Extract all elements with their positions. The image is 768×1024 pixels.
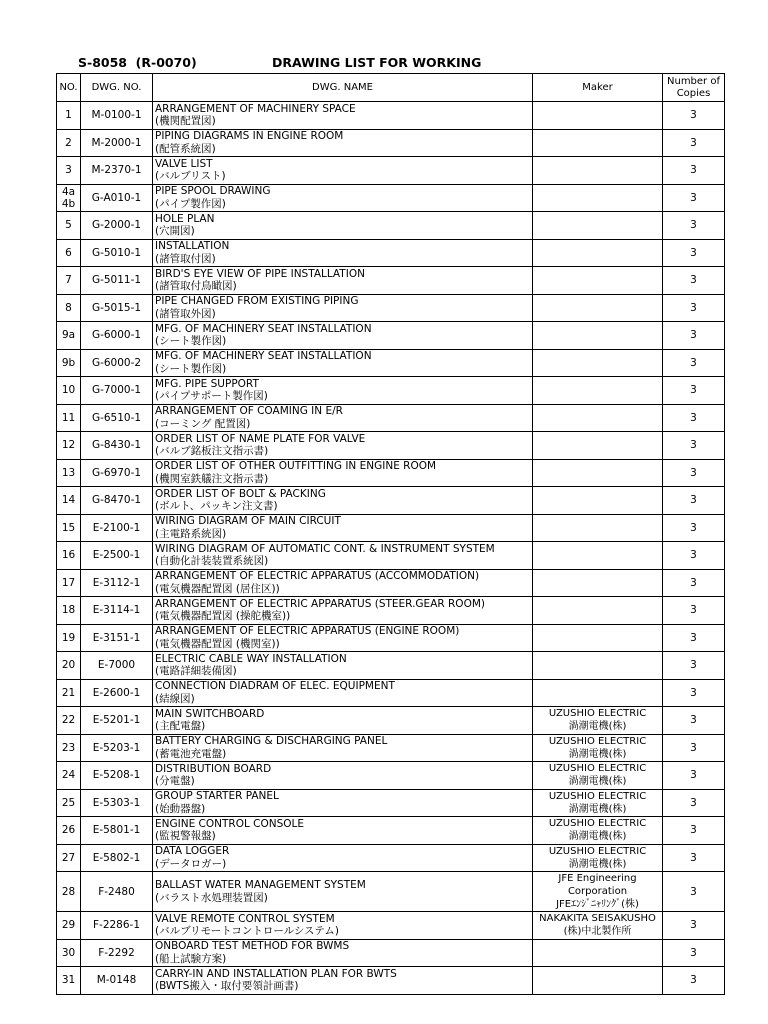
row-dwg-number: M-2370-1 [81, 157, 153, 185]
row-dwg-name-jp: (主電路系統図) [155, 527, 227, 540]
row-dwg-number: G-A010-1 [81, 184, 153, 212]
table-row [57, 349, 725, 377]
row-dwg-number: G-5015-1 [81, 294, 153, 322]
table-row [57, 939, 725, 967]
row-dwg-name-jp: (監視警報盤) [155, 830, 216, 843]
row-maker: UZUSHIO ELECTRIC 渦潮電機(株) [533, 762, 663, 790]
row-number: 19 [57, 624, 81, 652]
row-dwg-name-jp: (データロガー) [155, 857, 227, 870]
row-number: 6 [57, 239, 81, 267]
doc-heading: DRAWING LIST FOR WORKING [272, 55, 482, 70]
row-number: 18 [57, 597, 81, 625]
row-maker [533, 432, 663, 460]
row-number: 27 [57, 844, 81, 872]
row-copies: 3 [663, 542, 725, 570]
table-row [57, 542, 725, 570]
table-row [57, 514, 725, 542]
row-number: 1 [57, 102, 81, 130]
row-maker [533, 459, 663, 487]
row-copies: 3 [663, 157, 725, 185]
row-dwg-name-jp: (バラスト水処理装置図) [155, 891, 268, 904]
row-dwg-name-en: VALVE LIST [155, 157, 213, 170]
row-dwg-name-jp: (自動化計装装置系統図) [155, 555, 269, 568]
row-maker [533, 624, 663, 652]
row-number: 8 [57, 294, 81, 322]
row-number: 13 [57, 459, 81, 487]
table-row [57, 569, 725, 597]
row-dwg-number: E-3114-1 [81, 597, 153, 625]
row-maker [533, 239, 663, 267]
row-dwg-name-jp: (配管系統図) [155, 142, 216, 155]
row-maker [533, 157, 663, 185]
row-dwg-name-jp: (主配電盤) [155, 720, 206, 733]
row-copies: 3 [663, 789, 725, 817]
row-copies: 3 [663, 239, 725, 267]
table-row [57, 239, 725, 267]
row-maker: NAKAKITA SEISAKUSHO (株)中北製作所 [533, 912, 663, 940]
row-maker [533, 404, 663, 432]
row-dwg-name-jp: (電気機器配置図 (居住区)) [155, 582, 280, 595]
row-dwg-name [153, 129, 533, 157]
table-row [57, 597, 725, 625]
table-row [57, 652, 725, 680]
table-row [57, 157, 725, 185]
col-header-dwg-name: DWG. NAME [153, 74, 533, 102]
col-header-dwg-no: DWG. NO. [81, 74, 153, 102]
row-maker [533, 514, 663, 542]
row-maker: UZUSHIO ELECTRIC 渦潮電機(株) [533, 817, 663, 845]
row-dwg-number: F-2480 [81, 872, 153, 912]
row-dwg-name-en: MFG. OF MACHINERY SEAT INSTALLATION [155, 350, 372, 363]
row-number: 9a [57, 322, 81, 350]
row-number: 28 [57, 872, 81, 912]
row-dwg-number: G-5010-1 [81, 239, 153, 267]
row-dwg-number: F-2292 [81, 939, 153, 967]
table-row [57, 459, 725, 487]
row-copies: 3 [663, 707, 725, 735]
row-copies: 3 [663, 597, 725, 625]
row-dwg-name-jp: (パイプ製作図) [155, 197, 226, 210]
row-copies: 3 [663, 762, 725, 790]
row-dwg-name [153, 487, 533, 515]
table-header-row [57, 74, 725, 102]
row-dwg-name [153, 377, 533, 405]
table-row [57, 707, 725, 735]
row-number: 7 [57, 267, 81, 295]
row-dwg-name-en: VALVE REMOTE CONTROL SYSTEM [155, 912, 335, 925]
table-row [57, 129, 725, 157]
row-dwg-name-en: WIRING DIAGRAM OF MAIN CIRCUIT [155, 515, 341, 528]
row-maker: UZUSHIO ELECTRIC 渦潮電機(株) [533, 789, 663, 817]
row-dwg-name-jp: (コーミング 配置図) [155, 417, 251, 430]
row-dwg-name-en: INSTALLATION [155, 240, 230, 253]
row-dwg-number: E-2500-1 [81, 542, 153, 570]
row-dwg-name-jp: (始動器盤) [155, 802, 206, 815]
row-number: 26 [57, 817, 81, 845]
row-dwg-name-en: ORDER LIST OF NAME PLATE FOR VALVE [155, 432, 366, 445]
col-header-no: NO. [57, 74, 81, 102]
document-title [0, 55, 768, 73]
row-dwg-name [153, 239, 533, 267]
table-row [57, 322, 725, 350]
row-number: 29 [57, 912, 81, 940]
row-dwg-name [153, 624, 533, 652]
table-row [57, 404, 725, 432]
row-number: 24 [57, 762, 81, 790]
row-dwg-name [153, 404, 533, 432]
row-dwg-name-en: MAIN SWITCHBOARD [155, 707, 265, 720]
table-row [57, 967, 725, 995]
row-number: 22 [57, 707, 81, 735]
row-number: 17 [57, 569, 81, 597]
row-dwg-number: G-8430-1 [81, 432, 153, 460]
row-dwg-name [153, 349, 533, 377]
row-dwg-number: G-5011-1 [81, 267, 153, 295]
row-maker [533, 487, 663, 515]
row-dwg-name-jp: (バルブ銘板注文指示書) [155, 445, 269, 458]
row-dwg-name-jp: (機関配置図) [155, 115, 216, 128]
row-dwg-number: E-5208-1 [81, 762, 153, 790]
row-copies: 3 [663, 129, 725, 157]
row-dwg-name-jp: (諸管取付図) [155, 252, 216, 265]
row-number: 4a 4b [57, 184, 81, 212]
row-dwg-name [153, 872, 533, 912]
row-dwg-number: G-6970-1 [81, 459, 153, 487]
drawing-list-table [56, 73, 725, 995]
row-copies: 3 [663, 102, 725, 130]
row-dwg-number: G-6000-2 [81, 349, 153, 377]
row-dwg-name-jp: (BWTS搬入・取付要領計画書) [155, 980, 299, 993]
row-dwg-name [153, 267, 533, 295]
row-dwg-number: E-5802-1 [81, 844, 153, 872]
row-number: 11 [57, 404, 81, 432]
row-dwg-name [153, 542, 533, 570]
row-dwg-name-en: BATTERY CHARGING & DISCHARGING PANEL [155, 735, 388, 748]
row-maker [533, 349, 663, 377]
row-dwg-name-jp: (シート製作図) [155, 335, 227, 348]
row-maker [533, 377, 663, 405]
row-dwg-name-en: ORDER LIST OF OTHER OUTFITTING IN ENGINE ROOM [155, 460, 437, 473]
table-row [57, 432, 725, 460]
row-dwg-name-en: BALLAST WATER MANAGEMENT SYSTEM [155, 879, 366, 891]
row-dwg-name [153, 844, 533, 872]
row-dwg-number: G-6510-1 [81, 404, 153, 432]
row-number: 23 [57, 734, 81, 762]
row-maker: JFE Engineering Corporation JFEｴﾝｼﾞﾆｬﾘﾝｸﾞ(株) [533, 872, 663, 912]
row-copies: 3 [663, 652, 725, 680]
row-copies: 3 [663, 459, 725, 487]
row-number: 25 [57, 789, 81, 817]
table-row [57, 294, 725, 322]
row-maker [533, 542, 663, 570]
row-dwg-name-jp: (ボルト、パッキン注文書) [155, 500, 278, 513]
row-copies: 3 [663, 912, 725, 940]
row-dwg-number: G-7000-1 [81, 377, 153, 405]
row-dwg-name-en: MFG. OF MACHINERY SEAT INSTALLATION [155, 322, 372, 335]
row-dwg-name-jp: (分電盤) [155, 775, 195, 788]
row-dwg-name-en: HOLE PLAN [155, 212, 215, 225]
row-number: 14 [57, 487, 81, 515]
table-row [57, 817, 725, 845]
table-row [57, 102, 725, 130]
row-copies: 3 [663, 844, 725, 872]
row-dwg-name-jp: (パイプサポート製作図) [155, 390, 268, 403]
row-number: 20 [57, 652, 81, 680]
row-copies: 3 [663, 734, 725, 762]
row-dwg-name [153, 789, 533, 817]
row-copies: 3 [663, 432, 725, 460]
row-dwg-name-en: ONBOARD TEST METHOD FOR BWMS [155, 940, 350, 953]
row-dwg-number: E-7000 [81, 652, 153, 680]
row-dwg-number: G-2000-1 [81, 212, 153, 240]
row-dwg-name-en: ARRANGEMENT OF ELECTRIC APPARATUS (STEER.GEAR ROOM) [155, 597, 485, 610]
row-copies: 3 [663, 487, 725, 515]
row-dwg-name-en: ARRANGEMENT OF MACHINERY SPACE [155, 102, 356, 115]
row-maker: UZUSHIO ELECTRIC 渦潮電機(株) [533, 707, 663, 735]
row-dwg-name-en: PIPE SPOOL DRAWING [155, 185, 271, 198]
row-number: 30 [57, 939, 81, 967]
row-dwg-number: E-5801-1 [81, 817, 153, 845]
row-maker [533, 184, 663, 212]
row-dwg-name [153, 459, 533, 487]
row-dwg-name-jp: (結線図) [155, 692, 195, 705]
row-dwg-name-en: PIPING DIAGRAMS IN ENGINE ROOM [155, 130, 344, 143]
row-maker: UZUSHIO ELECTRIC 渦潮電機(株) [533, 844, 663, 872]
row-number: 9b [57, 349, 81, 377]
row-copies: 3 [663, 569, 725, 597]
row-number: 5 [57, 212, 81, 240]
row-dwg-name [153, 184, 533, 212]
row-dwg-name [153, 157, 533, 185]
row-dwg-name-jp: (電気機器配置図 (操舵機室)) [155, 610, 291, 623]
row-copies: 3 [663, 322, 725, 350]
row-dwg-name-jp: (機関室鉄艤注文指示書) [155, 472, 269, 485]
row-dwg-number: E-5303-1 [81, 789, 153, 817]
row-dwg-number: E-3151-1 [81, 624, 153, 652]
row-maker: UZUSHIO ELECTRIC 渦潮電機(株) [533, 734, 663, 762]
row-copies: 3 [663, 349, 725, 377]
row-maker [533, 129, 663, 157]
row-dwg-name-en: ENGINE CONTROL CONSOLE [155, 817, 305, 830]
table-row [57, 212, 725, 240]
row-maker [533, 322, 663, 350]
row-dwg-name-en: CONNECTION DIADRAM OF ELEC. EQUIPMENT [155, 680, 395, 693]
table-row [57, 912, 725, 940]
row-dwg-number: E-5203-1 [81, 734, 153, 762]
row-copies: 3 [663, 514, 725, 542]
row-copies: 3 [663, 294, 725, 322]
row-dwg-name [153, 212, 533, 240]
row-maker [533, 679, 663, 707]
row-dwg-name [153, 762, 533, 790]
row-number: 12 [57, 432, 81, 460]
row-dwg-name [153, 679, 533, 707]
row-dwg-name-jp: (船上試験方案) [155, 952, 227, 965]
row-copies: 3 [663, 404, 725, 432]
row-dwg-name-jp: (諸管取付鳥瞰図) [155, 280, 237, 293]
doc-number: S-8058 (R-0070) [78, 55, 197, 70]
row-copies: 3 [663, 967, 725, 995]
row-number: 16 [57, 542, 81, 570]
table-row [57, 487, 725, 515]
row-copies: 3 [663, 872, 725, 912]
row-number: 2 [57, 129, 81, 157]
row-copies: 3 [663, 939, 725, 967]
row-number: 3 [57, 157, 81, 185]
row-dwg-name-en: BIRD'S EYE VIEW OF PIPE INSTALLATION [155, 267, 365, 280]
col-header-maker: Maker [533, 74, 663, 102]
row-dwg-name-en: ARRANGEMENT OF ELECTRIC APPARATUS (ACCOMMODATION) [155, 570, 480, 583]
row-dwg-name [153, 707, 533, 735]
row-dwg-name-en: PIPE CHANGED FROM EXISTING PIPING [155, 295, 359, 308]
col-header-copies-line1: Number of [667, 75, 720, 87]
row-dwg-number: G-6000-1 [81, 322, 153, 350]
table-row [57, 762, 725, 790]
table-row [57, 267, 725, 295]
row-dwg-name-en: WIRING DIAGRAM OF AUTOMATIC CONT. & INSTRUMENT SYSTEM [155, 542, 495, 555]
row-dwg-number: F-2286-1 [81, 912, 153, 940]
row-dwg-name [153, 734, 533, 762]
row-dwg-name [153, 569, 533, 597]
row-dwg-name-en: DATA LOGGER [155, 845, 230, 858]
table-row [57, 184, 725, 212]
table-row [57, 679, 725, 707]
row-maker [533, 967, 663, 995]
row-dwg-name [153, 432, 533, 460]
row-dwg-name-jp: (シート製作図) [155, 362, 227, 375]
row-maker [533, 597, 663, 625]
row-copies: 3 [663, 184, 725, 212]
row-dwg-name [153, 939, 533, 967]
row-maker [533, 267, 663, 295]
row-number: 15 [57, 514, 81, 542]
col-header-copies-line2: Copies [676, 87, 711, 99]
row-number: 31 [57, 967, 81, 995]
row-dwg-name-en: CARRY-IN AND INSTALLATION PLAN FOR BWTS [155, 967, 397, 980]
row-dwg-name [153, 817, 533, 845]
row-dwg-name-jp: (蓄電池充電盤) [155, 747, 227, 760]
table-row [57, 872, 725, 912]
row-dwg-number: E-2100-1 [81, 514, 153, 542]
table-row [57, 789, 725, 817]
row-dwg-name-jp: (電気機器配置図 (機関室)) [155, 637, 280, 650]
row-dwg-name-en: ELECTRIC CABLE WAY INSTALLATION [155, 652, 347, 665]
row-dwg-name [153, 514, 533, 542]
row-dwg-name [153, 294, 533, 322]
row-copies: 3 [663, 377, 725, 405]
table-row [57, 624, 725, 652]
row-dwg-name-jp: (バルブリモートコントロールシステム) [155, 925, 339, 938]
row-dwg-number: E-3112-1 [81, 569, 153, 597]
row-dwg-name [153, 967, 533, 995]
row-dwg-name-en: DISTRIBUTION BOARD [155, 762, 272, 775]
row-dwg-name [153, 597, 533, 625]
row-maker [533, 569, 663, 597]
row-dwg-name-jp: (諸管取外図) [155, 307, 216, 320]
row-copies: 3 [663, 624, 725, 652]
row-dwg-name [153, 102, 533, 130]
row-dwg-name [153, 912, 533, 940]
row-dwg-name-en: ORDER LIST OF BOLT & PACKING [155, 487, 326, 500]
row-dwg-name-jp: (電路詳細装備図) [155, 665, 237, 678]
row-dwg-number: M-0100-1 [81, 102, 153, 130]
row-dwg-number: E-5201-1 [81, 707, 153, 735]
table-row [57, 734, 725, 762]
row-copies: 3 [663, 817, 725, 845]
table-row [57, 844, 725, 872]
row-dwg-name [153, 652, 533, 680]
row-maker [533, 102, 663, 130]
row-copies: 3 [663, 212, 725, 240]
row-dwg-number: E-2600-1 [81, 679, 153, 707]
row-copies: 3 [663, 267, 725, 295]
row-copies: 3 [663, 679, 725, 707]
row-maker [533, 939, 663, 967]
row-maker [533, 294, 663, 322]
row-dwg-name-en: GROUP STARTER PANEL [155, 790, 279, 803]
row-maker [533, 212, 663, 240]
row-dwg-name-jp: (穴開図) [155, 225, 195, 238]
row-number: 10 [57, 377, 81, 405]
row-dwg-number: G-8470-1 [81, 487, 153, 515]
row-number: 21 [57, 679, 81, 707]
row-dwg-name-en: ARRANGEMENT OF COAMING IN E/R [155, 405, 343, 418]
row-dwg-name [153, 322, 533, 350]
row-dwg-name-jp: (バルブリスト) [155, 170, 226, 183]
row-dwg-name-en: MFG. PIPE SUPPORT [155, 377, 259, 390]
col-header-copies [663, 74, 725, 102]
row-dwg-name-en: ARRANGEMENT OF ELECTRIC APPARATUS (ENGINE ROOM) [155, 625, 460, 638]
row-dwg-number: M-0148 [81, 967, 153, 995]
row-maker [533, 652, 663, 680]
row-dwg-number: M-2000-1 [81, 129, 153, 157]
table-row [57, 377, 725, 405]
